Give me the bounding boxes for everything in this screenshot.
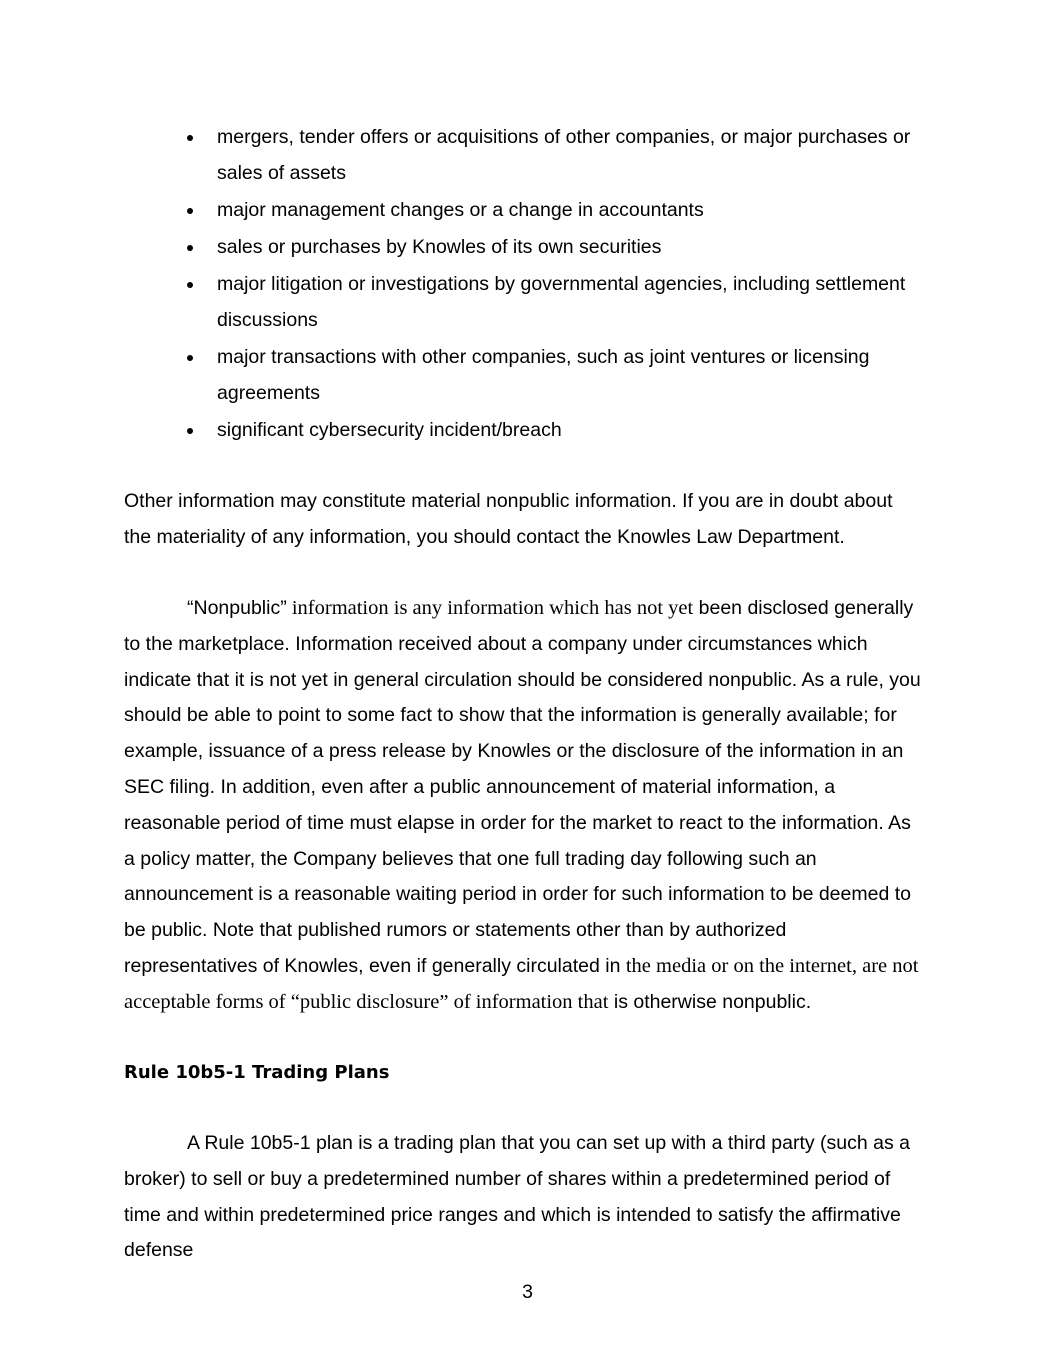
nonpublic-body-text: been disclosed generally to the marketplace. Information received about a company under circumstances which indicate that it is not yet in general circulation should be considered nonpublic. As a rule, you should be able to point to some fact to show that the information is generally available; for example, issuance of a press release by Knowles or the disclosure of the information in an SEC filing. In addition, even after a public announcement of material information, a reasonable period of time must elapse in order for the market to react to the information. As a policy matter, the Company believes that one full trading day following such an announcement is a reasonable waiting period in order for such information to be deemed to be public. Note that published rumors or statements other than by authorized representatives of Knowles, even if generally circulated in	[124, 597, 921, 977]
nonpublic-closing-text: is otherwise nonpublic.	[608, 990, 812, 1013]
bullet-icon	[187, 428, 193, 434]
bullet-icon	[187, 282, 193, 288]
list-item	[0, 229, 1055, 265]
other-information-paragraph: Other information may constitute material nonpublic information. If you are in doubt about the materiality of any information, you should contact the Knowles Law Department.	[124, 490, 893, 548]
list-item	[0, 119, 1055, 191]
bullet-icon	[187, 135, 193, 141]
list-item-text: major management changes or a change in accountants	[217, 199, 704, 221]
list-item	[0, 412, 1055, 448]
nonpublic-term: “Nonpublic”	[187, 597, 287, 619]
list-item-text: major litigation or investigations by governmental agencies, including settlement discussions	[217, 273, 906, 331]
list-item	[0, 339, 1055, 411]
list-item	[0, 192, 1055, 228]
list-item-text: sales or purchases by Knowles of its own securities	[217, 236, 662, 258]
bullet-icon	[187, 355, 193, 361]
list-item-text: mergers, tender offers or acquisitions of other companies, or major purchases or sales of assets	[217, 126, 911, 184]
section-heading-trading-plans: Rule 10b5-1 Trading Plans	[124, 1062, 390, 1083]
nonpublic-lead-text: information is any information which has not yet	[286, 597, 694, 619]
nonpublic-serif-text: the media or on the internet, are not acceptable forms of “public disclosure” of information that	[124, 954, 919, 1013]
bullet-icon	[187, 245, 193, 251]
bullet-icon	[187, 208, 193, 214]
trading-plan-paragraph: A Rule 10b5-1 plan is a trading plan that you can set up with a third party (such as a broker) to sell or buy a predetermined number of shares within a predetermined period of time and within predetermined price ranges and which is intended to satisfy the affirmative defense	[124, 1132, 911, 1262]
list-item-text: major transactions with other companies, such as joint ventures or licensing agreements	[217, 346, 870, 404]
list-item	[0, 266, 1055, 338]
page-number: 3	[522, 1281, 533, 1303]
list-item-text: significant cybersecurity incident/breach	[217, 419, 562, 441]
material-information-list	[0, 119, 1055, 449]
nonpublic-definition-paragraph	[124, 591, 924, 1021]
